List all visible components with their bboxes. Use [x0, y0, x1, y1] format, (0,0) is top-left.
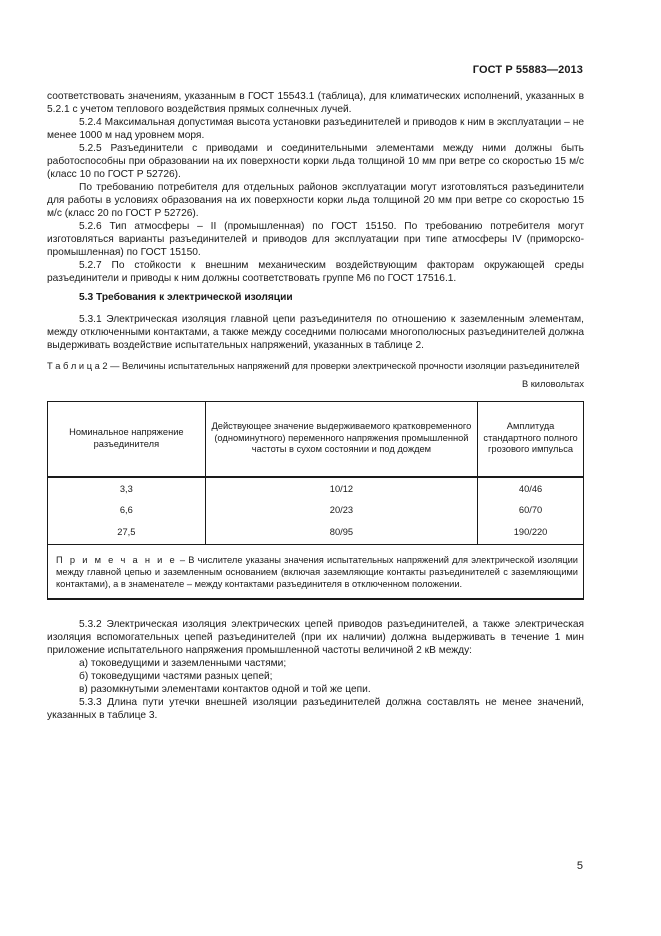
- document-code-header: ГОСТ Р 55883—2013: [472, 64, 583, 76]
- list-item: а) токоведущими и заземленными частями;: [79, 657, 287, 669]
- page-number: 5: [576, 860, 583, 872]
- paragraph-5-2-7: 5.2.7 По стойкости к внешним механическим воздействующим факторам окружающей среды разъединители и приводы к ним должны соответствовать группе М6 по ГОСТ 17516.1.: [47, 260, 584, 284]
- table-cell: 6,6: [48, 501, 206, 522]
- paragraph-5-3-1: 5.3.1 Электрическая изоляция главной цепи разъединителя по отношению к заземленным элементам, между отключенными контактами, а также между соседними полюсами многополюсных разъединителей должна выдерживать воздействие испытательных напряжений, указанных в таблице 2.: [47, 314, 584, 351]
- table-note-lead: П р и м е ч а н и е: [56, 554, 177, 565]
- paragraph-5-2-5: 5.2.5 Разъединители с приводами и соединительными элементами между ними должны быть работоспособны при образовании на их поверхности корки льда толщиной 10 мм при ветре со скоростью 15 м/с (класс 10 по ГОСТ Р 52726).: [47, 143, 584, 180]
- table-cell: 190/220: [478, 522, 584, 545]
- paragraph-5-3-2: 5.3.2 Электрическая изоляция электрических цепей приводов разъединителей, а также электрическая изоляция вспомогательных цепей разъединителей (при их наличии) должна выдерживать в течение 1 мин приложение испытательного напряжения промышленной частоты величиной 2 кВ между:: [47, 618, 584, 656]
- table-header-cell: Амплитуда стандартного полного грозового импульса: [478, 401, 584, 477]
- table-cell: 3,3: [48, 477, 206, 501]
- paragraph-5-2-4: 5.2.4 Максимальная допустимая высота установки разъединителей и приводов к ним в эксплуатации – не менее 1000 м над уровнем моря.: [47, 117, 584, 141]
- table-cell: 20/23: [205, 501, 477, 522]
- table-caption-lead: Т а б л и ц а 2: [47, 361, 108, 371]
- page-content: [47, 90, 584, 722]
- paragraph-5-2-6: 5.2.6 Тип атмосферы – II (промышленная) по ГОСТ 15150. По требованию потребителя могут изготовляться варианты разъединителей и приводов для эксплуатации при типе атмосферы IV (приморско-промышленная) по ГОСТ 15150.: [47, 221, 584, 258]
- voltage-table: [47, 401, 584, 600]
- table-cell: 60/70: [478, 501, 584, 522]
- table-note-text: – В числителе указаны значения испытательных напряжений для электрической изоляции между главной цепью и заземленным основанием (включая заземляющие контакты разъединителей с заземляющими контактами), а в знаменателе – между контактами разъединителя в отключенном положении.: [56, 554, 578, 589]
- table-caption-text: — Величины испытательных напряжений для проверки электрической прочности изоляции разъединителей: [107, 361, 580, 371]
- list-item: б) токоведущими частями разных цепей;: [79, 670, 273, 682]
- table-units: В киловольтах: [521, 378, 584, 389]
- paragraph-continuation: соответствовать значениям, указанным в ГОСТ 15543.1 (таблица), для климатических исполнений, указанных в 5.2.1 с учетом теплового воздействия прямых солнечных лучей.: [47, 91, 584, 115]
- paragraph-5-3-3: 5.3.3 Длина пути утечки внешней изоляции разъединителей должна составлять не менее значений, указанных в таблице 3.: [47, 696, 584, 721]
- section-title-5-3: 5.3 Требования к электрической изоляции: [79, 292, 293, 303]
- table-cell: 40/46: [478, 477, 584, 501]
- table-row: [48, 477, 584, 501]
- list-item: в) разомкнутыми элементами контактов одной и той же цепи.: [79, 683, 371, 695]
- table-header-cell: Действующее значение выдерживаемого кратковременного (одноминутного) переменного напряжения промышленной частоты в сухом состоянии и под дождем: [205, 401, 477, 477]
- table-row: [48, 501, 584, 522]
- table-header-cell: Номинальное напряжение разъединителя: [48, 401, 206, 477]
- table-row: [48, 522, 584, 545]
- table-caption: [47, 361, 584, 373]
- table-cell: 10/12: [205, 477, 477, 501]
- table-cell: 80/95: [205, 522, 477, 545]
- table-note-row: [48, 544, 584, 599]
- paragraph-ice-20mm: По требованию потребителя для отдельных районов эксплуатации могут изготовляться разъединители для работы в условиях образования на их поверхности корки льда толщиной 20 мм при ветре со скоростью 15 м/с (класс 20 по ГОСТ Р 52726).: [47, 182, 584, 219]
- table-header-row: [48, 401, 584, 477]
- table-note: [48, 544, 584, 599]
- table-cell: 27,5: [48, 522, 206, 545]
